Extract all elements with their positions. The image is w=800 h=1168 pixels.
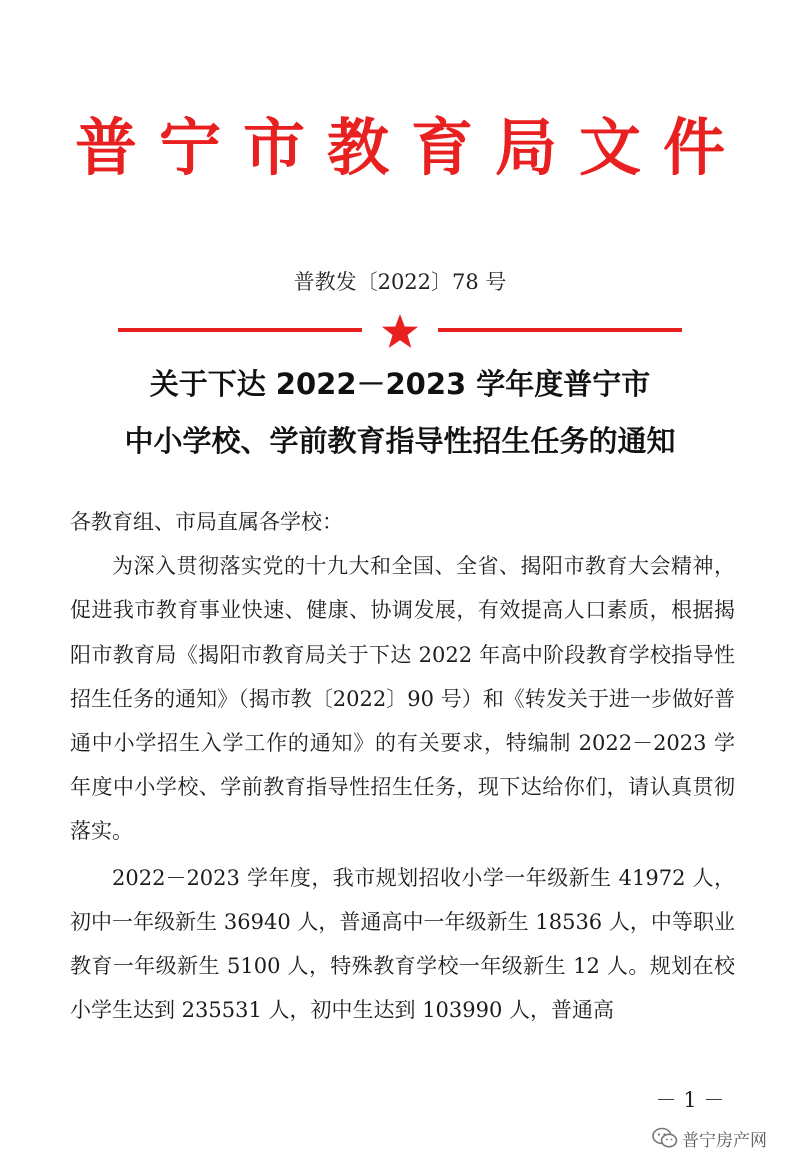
body-paragraph-2: 2022－2023 学年度，我市规划招收小学一年级新生 41972 人，初中一年级新生 36940 人，普通高中一年级新生 18536 人，中等职业教育一年级新生 5100 人，特殊教育学校一年级新生 12 人。规划在校小学生达到 235531 人，初中生达到 103990 人，普通高 — [70, 865, 735, 1023]
document-header-title: 普宁市教育局文件 — [74, 111, 747, 184]
document-number: 普教发〔2022〕78 号 — [293, 270, 507, 294]
watermark — [652, 1124, 767, 1152]
notice-title-line2: 中小学校、学前教育指导性招生任务的通知 — [124, 424, 676, 458]
star-icon — [380, 313, 420, 349]
wechat-icon — [652, 1127, 678, 1149]
notice-title-line1: 关于下达 2022－2023 学年度普宁市 — [149, 367, 651, 401]
divider-line-left — [118, 328, 362, 332]
salutation: 各教育组、市局直属各学校： — [70, 510, 343, 534]
watermark-text: 普宁房产网 — [682, 1130, 767, 1151]
body-paragraph-1: 为深入贯彻落实党的十九大和全国、全省、揭阳市教育大会精神，促进我市教育事业快速、健康、协调发展，有效提高人口素质，根据揭阳市教育局《揭阳市教育局关于下达 2022 年高中阶段教育学校指导性招生任务的通知》（揭市教〔2022〕90 号）和《转发关于进一步做好普通中小学招生入学工作的通知》的有关要求，特编制 2022－2023 学年度中小学校、学前教育指导性招生任务，现下达给你们，请认真贯彻落实。 — [70, 554, 735, 844]
page-number: － 1 － — [655, 1088, 725, 1112]
red-divider — [118, 313, 682, 349]
divider-line-right — [438, 328, 682, 332]
document-body — [70, 500, 735, 1032]
